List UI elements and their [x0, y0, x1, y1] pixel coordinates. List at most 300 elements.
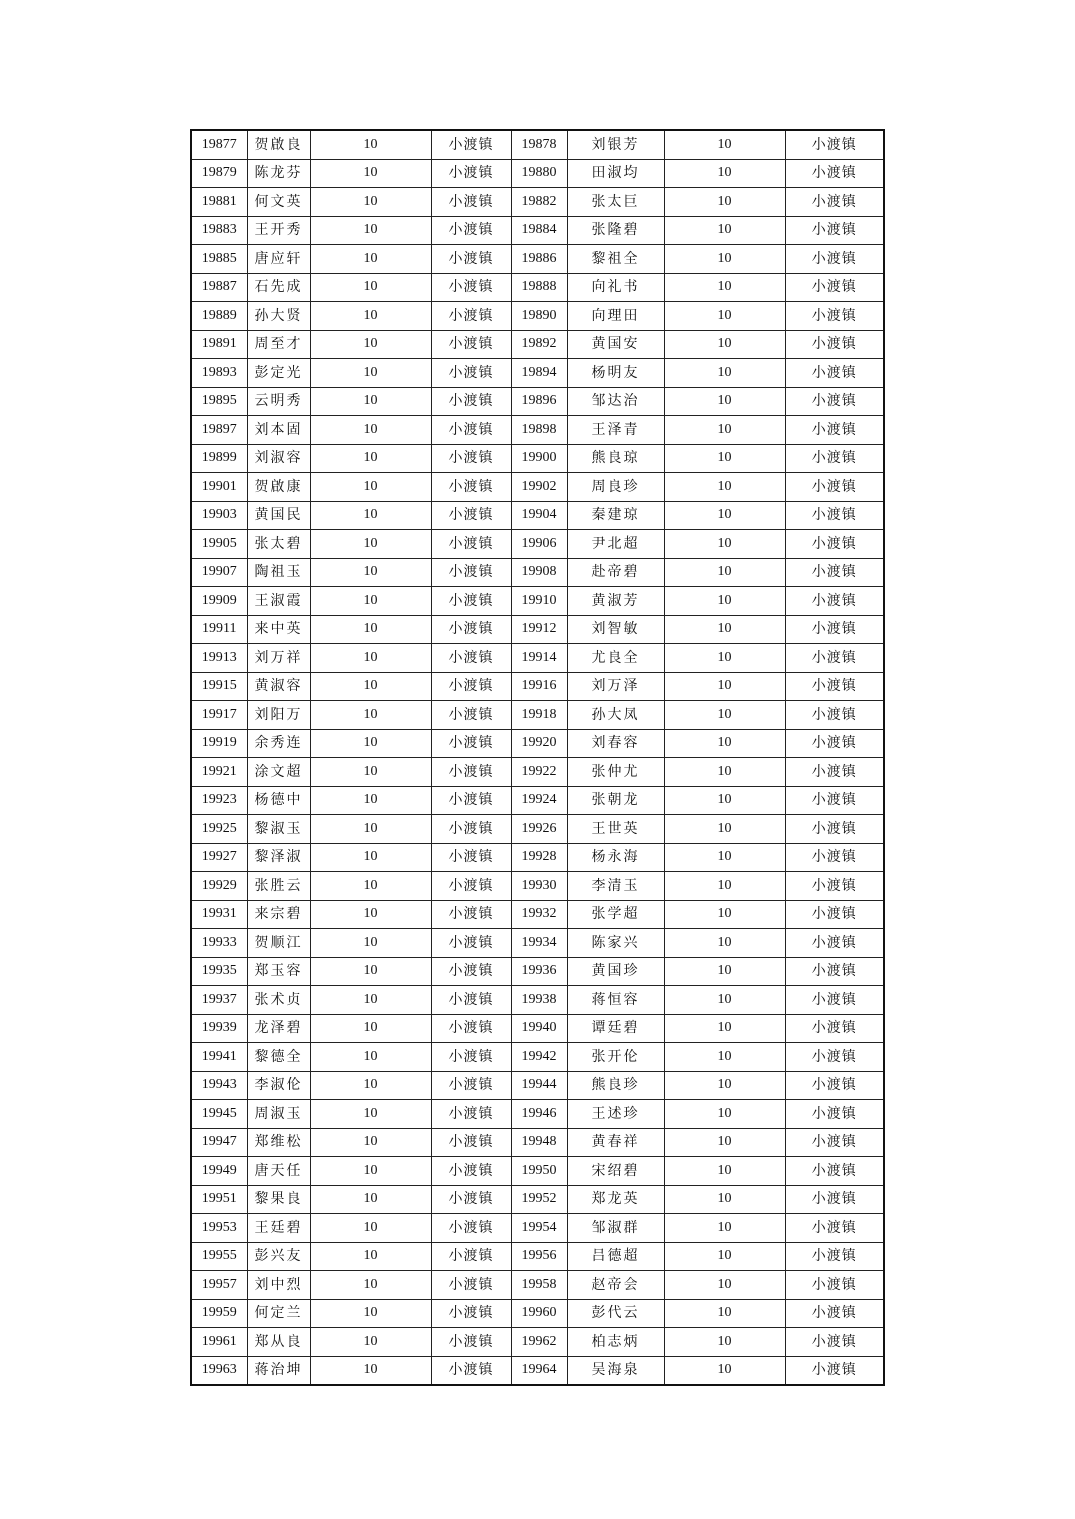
person-name: 赵帝会 — [567, 1271, 664, 1300]
person-name: 向理田 — [567, 302, 664, 331]
entry-number: 19963 — [191, 1356, 247, 1385]
amount-value: 10 — [310, 245, 431, 274]
table-row — [191, 1014, 884, 1043]
town-name: 小渡镇 — [785, 701, 884, 730]
person-name: 黄淑容 — [247, 672, 310, 701]
entry-number: 19885 — [191, 245, 247, 274]
entry-number: 19933 — [191, 929, 247, 958]
entry-number: 19937 — [191, 986, 247, 1015]
town-name: 小渡镇 — [431, 1043, 511, 1072]
town-name: 小渡镇 — [785, 302, 884, 331]
amount-value: 10 — [664, 1014, 785, 1043]
amount-value: 10 — [310, 444, 431, 473]
person-name: 涂文超 — [247, 758, 310, 787]
amount-value: 10 — [310, 729, 431, 758]
entry-number: 19941 — [191, 1043, 247, 1072]
entry-number: 19930 — [511, 872, 567, 901]
town-name: 小渡镇 — [785, 130, 884, 159]
table-row — [191, 216, 884, 245]
person-name: 熊良珍 — [567, 1071, 664, 1100]
town-name: 小渡镇 — [785, 644, 884, 673]
entry-number: 19892 — [511, 330, 567, 359]
table-row — [191, 672, 884, 701]
entry-number: 19936 — [511, 957, 567, 986]
entry-number: 19888 — [511, 273, 567, 302]
amount-value: 10 — [664, 587, 785, 616]
person-name: 刘银芳 — [567, 130, 664, 159]
amount-value: 10 — [310, 387, 431, 416]
table-row — [191, 957, 884, 986]
town-name: 小渡镇 — [785, 1328, 884, 1357]
amount-value: 10 — [310, 273, 431, 302]
town-name: 小渡镇 — [431, 729, 511, 758]
town-name: 小渡镇 — [785, 188, 884, 217]
town-name: 小渡镇 — [785, 1242, 884, 1271]
table-row — [191, 929, 884, 958]
town-name: 小渡镇 — [785, 1071, 884, 1100]
town-name: 小渡镇 — [785, 216, 884, 245]
person-name: 宋绍碧 — [567, 1157, 664, 1186]
entry-number: 19891 — [191, 330, 247, 359]
entry-number: 19900 — [511, 444, 567, 473]
amount-value: 10 — [664, 245, 785, 274]
person-name: 张学超 — [567, 900, 664, 929]
entry-number: 19922 — [511, 758, 567, 787]
town-name: 小渡镇 — [431, 245, 511, 274]
amount-value: 10 — [310, 1100, 431, 1129]
amount-value: 10 — [310, 1014, 431, 1043]
town-name: 小渡镇 — [431, 815, 511, 844]
person-name: 黎果良 — [247, 1185, 310, 1214]
entry-number: 19951 — [191, 1185, 247, 1214]
amount-value: 10 — [664, 444, 785, 473]
town-name: 小渡镇 — [785, 387, 884, 416]
entry-number: 19956 — [511, 1242, 567, 1271]
person-name: 黎祖全 — [567, 245, 664, 274]
entry-number: 19905 — [191, 530, 247, 559]
amount-value: 10 — [664, 558, 785, 587]
amount-value: 10 — [664, 1071, 785, 1100]
amount-value: 10 — [310, 786, 431, 815]
person-name: 刘淑容 — [247, 444, 310, 473]
amount-value: 10 — [310, 530, 431, 559]
amount-value: 10 — [664, 843, 785, 872]
amount-value: 10 — [310, 1271, 431, 1300]
town-name: 小渡镇 — [785, 900, 884, 929]
entry-number: 19923 — [191, 786, 247, 815]
person-name: 张太碧 — [247, 530, 310, 559]
roster-table — [190, 129, 885, 1386]
town-name: 小渡镇 — [431, 758, 511, 787]
town-name: 小渡镇 — [431, 416, 511, 445]
person-name: 贺啟良 — [247, 130, 310, 159]
amount-value: 10 — [664, 672, 785, 701]
person-name: 张仲尤 — [567, 758, 664, 787]
town-name: 小渡镇 — [431, 872, 511, 901]
entry-number: 19902 — [511, 473, 567, 502]
town-name: 小渡镇 — [431, 1185, 511, 1214]
entry-number: 19904 — [511, 501, 567, 530]
town-name: 小渡镇 — [785, 729, 884, 758]
person-name: 赴帝碧 — [567, 558, 664, 587]
town-name: 小渡镇 — [431, 1100, 511, 1129]
entry-number: 19959 — [191, 1299, 247, 1328]
table-row — [191, 501, 884, 530]
amount-value: 10 — [664, 1100, 785, 1129]
person-name: 王廷碧 — [247, 1214, 310, 1243]
entry-number: 19886 — [511, 245, 567, 274]
entry-number: 19952 — [511, 1185, 567, 1214]
person-name: 王泽青 — [567, 416, 664, 445]
table-row — [191, 1157, 884, 1186]
table-row — [191, 900, 884, 929]
person-name: 刘万祥 — [247, 644, 310, 673]
table-row — [191, 786, 884, 815]
person-name: 张术贞 — [247, 986, 310, 1015]
town-name: 小渡镇 — [431, 130, 511, 159]
town-name: 小渡镇 — [431, 444, 511, 473]
person-name: 彭代云 — [567, 1299, 664, 1328]
amount-value: 10 — [310, 900, 431, 929]
entry-number: 19889 — [191, 302, 247, 331]
entry-number: 19899 — [191, 444, 247, 473]
town-name: 小渡镇 — [431, 273, 511, 302]
amount-value: 10 — [664, 701, 785, 730]
person-name: 黄国安 — [567, 330, 664, 359]
entry-number: 19901 — [191, 473, 247, 502]
amount-value: 10 — [664, 615, 785, 644]
entry-number: 19962 — [511, 1328, 567, 1357]
amount-value: 10 — [664, 1328, 785, 1357]
table-row — [191, 1185, 884, 1214]
person-name: 孙大贤 — [247, 302, 310, 331]
person-name: 黄春祥 — [567, 1128, 664, 1157]
entry-number: 19882 — [511, 188, 567, 217]
amount-value: 10 — [310, 872, 431, 901]
entry-number: 19903 — [191, 501, 247, 530]
amount-value: 10 — [310, 1328, 431, 1357]
amount-value: 10 — [310, 1157, 431, 1186]
table-row — [191, 758, 884, 787]
town-name: 小渡镇 — [431, 1328, 511, 1357]
amount-value: 10 — [664, 501, 785, 530]
person-name: 郑从良 — [247, 1328, 310, 1357]
town-name: 小渡镇 — [431, 1271, 511, 1300]
entry-number: 19910 — [511, 587, 567, 616]
person-name: 吕德超 — [567, 1242, 664, 1271]
person-name: 贺啟康 — [247, 473, 310, 502]
person-name: 张太巨 — [567, 188, 664, 217]
entry-number: 19928 — [511, 843, 567, 872]
amount-value: 10 — [310, 330, 431, 359]
entry-number: 19907 — [191, 558, 247, 587]
person-name: 余秀连 — [247, 729, 310, 758]
amount-value: 10 — [664, 1043, 785, 1072]
town-name: 小渡镇 — [785, 416, 884, 445]
amount-value: 10 — [664, 416, 785, 445]
entry-number: 19942 — [511, 1043, 567, 1072]
table-row — [191, 1071, 884, 1100]
town-name: 小渡镇 — [785, 1185, 884, 1214]
amount-value: 10 — [664, 900, 785, 929]
amount-value: 10 — [664, 1242, 785, 1271]
entry-number: 19895 — [191, 387, 247, 416]
town-name: 小渡镇 — [431, 843, 511, 872]
table-row — [191, 558, 884, 587]
person-name: 来宗碧 — [247, 900, 310, 929]
amount-value: 10 — [664, 815, 785, 844]
entry-number: 19879 — [191, 159, 247, 188]
entry-number: 19964 — [511, 1356, 567, 1385]
entry-number: 19939 — [191, 1014, 247, 1043]
entry-number: 19940 — [511, 1014, 567, 1043]
town-name: 小渡镇 — [785, 843, 884, 872]
person-name: 王淑霞 — [247, 587, 310, 616]
entry-number: 19908 — [511, 558, 567, 587]
person-name: 郑玉容 — [247, 957, 310, 986]
person-name: 刘阳万 — [247, 701, 310, 730]
amount-value: 10 — [310, 929, 431, 958]
entry-number: 19881 — [191, 188, 247, 217]
amount-value: 10 — [310, 957, 431, 986]
entry-number: 19912 — [511, 615, 567, 644]
town-name: 小渡镇 — [785, 872, 884, 901]
entry-number: 19935 — [191, 957, 247, 986]
table-row — [191, 330, 884, 359]
table-row — [191, 644, 884, 673]
person-name: 黄国珍 — [567, 957, 664, 986]
town-name: 小渡镇 — [431, 1214, 511, 1243]
table-row — [191, 872, 884, 901]
amount-value: 10 — [664, 986, 785, 1015]
town-name: 小渡镇 — [785, 929, 884, 958]
person-name: 刘智敏 — [567, 615, 664, 644]
amount-value: 10 — [310, 1299, 431, 1328]
entry-number: 19887 — [191, 273, 247, 302]
town-name: 小渡镇 — [785, 159, 884, 188]
town-name: 小渡镇 — [785, 672, 884, 701]
town-name: 小渡镇 — [431, 1014, 511, 1043]
amount-value: 10 — [664, 1157, 785, 1186]
entry-number: 19918 — [511, 701, 567, 730]
entry-number: 19913 — [191, 644, 247, 673]
person-name: 李淑伦 — [247, 1071, 310, 1100]
entry-number: 19960 — [511, 1299, 567, 1328]
town-name: 小渡镇 — [431, 986, 511, 1015]
entry-number: 19883 — [191, 216, 247, 245]
table-row — [191, 159, 884, 188]
town-name: 小渡镇 — [431, 615, 511, 644]
person-name: 蒋治坤 — [247, 1356, 310, 1385]
person-name: 刘中烈 — [247, 1271, 310, 1300]
town-name: 小渡镇 — [431, 1157, 511, 1186]
town-name: 小渡镇 — [785, 330, 884, 359]
town-name: 小渡镇 — [431, 1071, 511, 1100]
table-row — [191, 587, 884, 616]
amount-value: 10 — [310, 1185, 431, 1214]
town-name: 小渡镇 — [431, 387, 511, 416]
town-name: 小渡镇 — [431, 302, 511, 331]
town-name: 小渡镇 — [785, 986, 884, 1015]
amount-value: 10 — [310, 615, 431, 644]
person-name: 张隆碧 — [567, 216, 664, 245]
town-name: 小渡镇 — [431, 644, 511, 673]
town-name: 小渡镇 — [431, 1356, 511, 1385]
amount-value: 10 — [310, 1356, 431, 1385]
amount-value: 10 — [310, 1242, 431, 1271]
person-name: 黎淑玉 — [247, 815, 310, 844]
town-name: 小渡镇 — [785, 530, 884, 559]
person-name: 黎泽淑 — [247, 843, 310, 872]
person-name: 贺顺江 — [247, 929, 310, 958]
town-name: 小渡镇 — [785, 957, 884, 986]
person-name: 吴海泉 — [567, 1356, 664, 1385]
town-name: 小渡镇 — [785, 758, 884, 787]
person-name: 张开伦 — [567, 1043, 664, 1072]
person-name: 周淑玉 — [247, 1100, 310, 1129]
entry-number: 19944 — [511, 1071, 567, 1100]
town-name: 小渡镇 — [431, 501, 511, 530]
entry-number: 19954 — [511, 1214, 567, 1243]
entry-number: 19914 — [511, 644, 567, 673]
amount-value: 10 — [310, 359, 431, 388]
town-name: 小渡镇 — [785, 359, 884, 388]
person-name: 杨永海 — [567, 843, 664, 872]
entry-number: 19919 — [191, 729, 247, 758]
entry-number: 19946 — [511, 1100, 567, 1129]
amount-value: 10 — [310, 1043, 431, 1072]
person-name: 周良珍 — [567, 473, 664, 502]
entry-number: 19931 — [191, 900, 247, 929]
amount-value: 10 — [664, 188, 785, 217]
town-name: 小渡镇 — [431, 1299, 511, 1328]
table-row — [191, 701, 884, 730]
entry-number: 19938 — [511, 986, 567, 1015]
person-name: 王开秀 — [247, 216, 310, 245]
person-name: 熊良琼 — [567, 444, 664, 473]
town-name: 小渡镇 — [785, 473, 884, 502]
amount-value: 10 — [310, 159, 431, 188]
town-name: 小渡镇 — [785, 1356, 884, 1385]
town-name: 小渡镇 — [785, 444, 884, 473]
table-row — [191, 530, 884, 559]
table-row — [191, 473, 884, 502]
table-row — [191, 273, 884, 302]
table-row — [191, 1356, 884, 1385]
town-name: 小渡镇 — [785, 587, 884, 616]
entry-number: 19957 — [191, 1271, 247, 1300]
table-row — [191, 1299, 884, 1328]
amount-value: 10 — [664, 1128, 785, 1157]
person-name: 彭兴友 — [247, 1242, 310, 1271]
table-row — [191, 1043, 884, 1072]
table-row — [191, 444, 884, 473]
entry-number: 19916 — [511, 672, 567, 701]
entry-number: 19925 — [191, 815, 247, 844]
amount-value: 10 — [664, 273, 785, 302]
table-row — [191, 1328, 884, 1357]
town-name: 小渡镇 — [785, 273, 884, 302]
amount-value: 10 — [310, 644, 431, 673]
amount-value: 10 — [310, 1128, 431, 1157]
amount-value: 10 — [664, 1185, 785, 1214]
person-name: 柏志炳 — [567, 1328, 664, 1357]
table-row — [191, 1100, 884, 1129]
town-name: 小渡镇 — [431, 530, 511, 559]
person-name: 云明秀 — [247, 387, 310, 416]
person-name: 张胜云 — [247, 872, 310, 901]
entry-number: 19911 — [191, 615, 247, 644]
town-name: 小渡镇 — [785, 1157, 884, 1186]
amount-value: 10 — [310, 815, 431, 844]
person-name: 刘本固 — [247, 416, 310, 445]
table-row — [191, 130, 884, 159]
person-name: 田淑均 — [567, 159, 664, 188]
entry-number: 19958 — [511, 1271, 567, 1300]
entry-number: 19915 — [191, 672, 247, 701]
table-row — [191, 729, 884, 758]
person-name: 周至才 — [247, 330, 310, 359]
person-name: 唐天任 — [247, 1157, 310, 1186]
entry-number: 19945 — [191, 1100, 247, 1129]
person-name: 彭定光 — [247, 359, 310, 388]
person-name: 来中英 — [247, 615, 310, 644]
amount-value: 10 — [310, 416, 431, 445]
table-row — [191, 245, 884, 274]
amount-value: 10 — [310, 501, 431, 530]
person-name: 邹达治 — [567, 387, 664, 416]
town-name: 小渡镇 — [785, 245, 884, 274]
entry-number: 19893 — [191, 359, 247, 388]
entry-number: 19878 — [511, 130, 567, 159]
person-name: 李清玉 — [567, 872, 664, 901]
person-name: 何文英 — [247, 188, 310, 217]
person-name: 王世英 — [567, 815, 664, 844]
town-name: 小渡镇 — [785, 1214, 884, 1243]
person-name: 何定兰 — [247, 1299, 310, 1328]
town-name: 小渡镇 — [785, 1014, 884, 1043]
town-name: 小渡镇 — [431, 188, 511, 217]
entry-number: 19890 — [511, 302, 567, 331]
town-name: 小渡镇 — [431, 1128, 511, 1157]
town-name: 小渡镇 — [431, 1242, 511, 1271]
table-row — [191, 843, 884, 872]
entry-number: 19948 — [511, 1128, 567, 1157]
town-name: 小渡镇 — [785, 501, 884, 530]
entry-number: 19920 — [511, 729, 567, 758]
amount-value: 10 — [310, 701, 431, 730]
table-row — [191, 986, 884, 1015]
person-name: 陈家兴 — [567, 929, 664, 958]
table-row — [191, 1128, 884, 1157]
person-name: 张朝龙 — [567, 786, 664, 815]
entry-number: 19950 — [511, 1157, 567, 1186]
amount-value: 10 — [664, 957, 785, 986]
town-name: 小渡镇 — [431, 587, 511, 616]
amount-value: 10 — [310, 558, 431, 587]
person-name: 秦建琼 — [567, 501, 664, 530]
person-name: 尹北超 — [567, 530, 664, 559]
town-name: 小渡镇 — [785, 1128, 884, 1157]
table-row — [191, 359, 884, 388]
person-name: 郑维松 — [247, 1128, 310, 1157]
table-row — [191, 416, 884, 445]
amount-value: 10 — [310, 758, 431, 787]
amount-value: 10 — [310, 1214, 431, 1243]
person-name: 龙泽碧 — [247, 1014, 310, 1043]
person-name: 刘春容 — [567, 729, 664, 758]
person-name: 杨明友 — [567, 359, 664, 388]
